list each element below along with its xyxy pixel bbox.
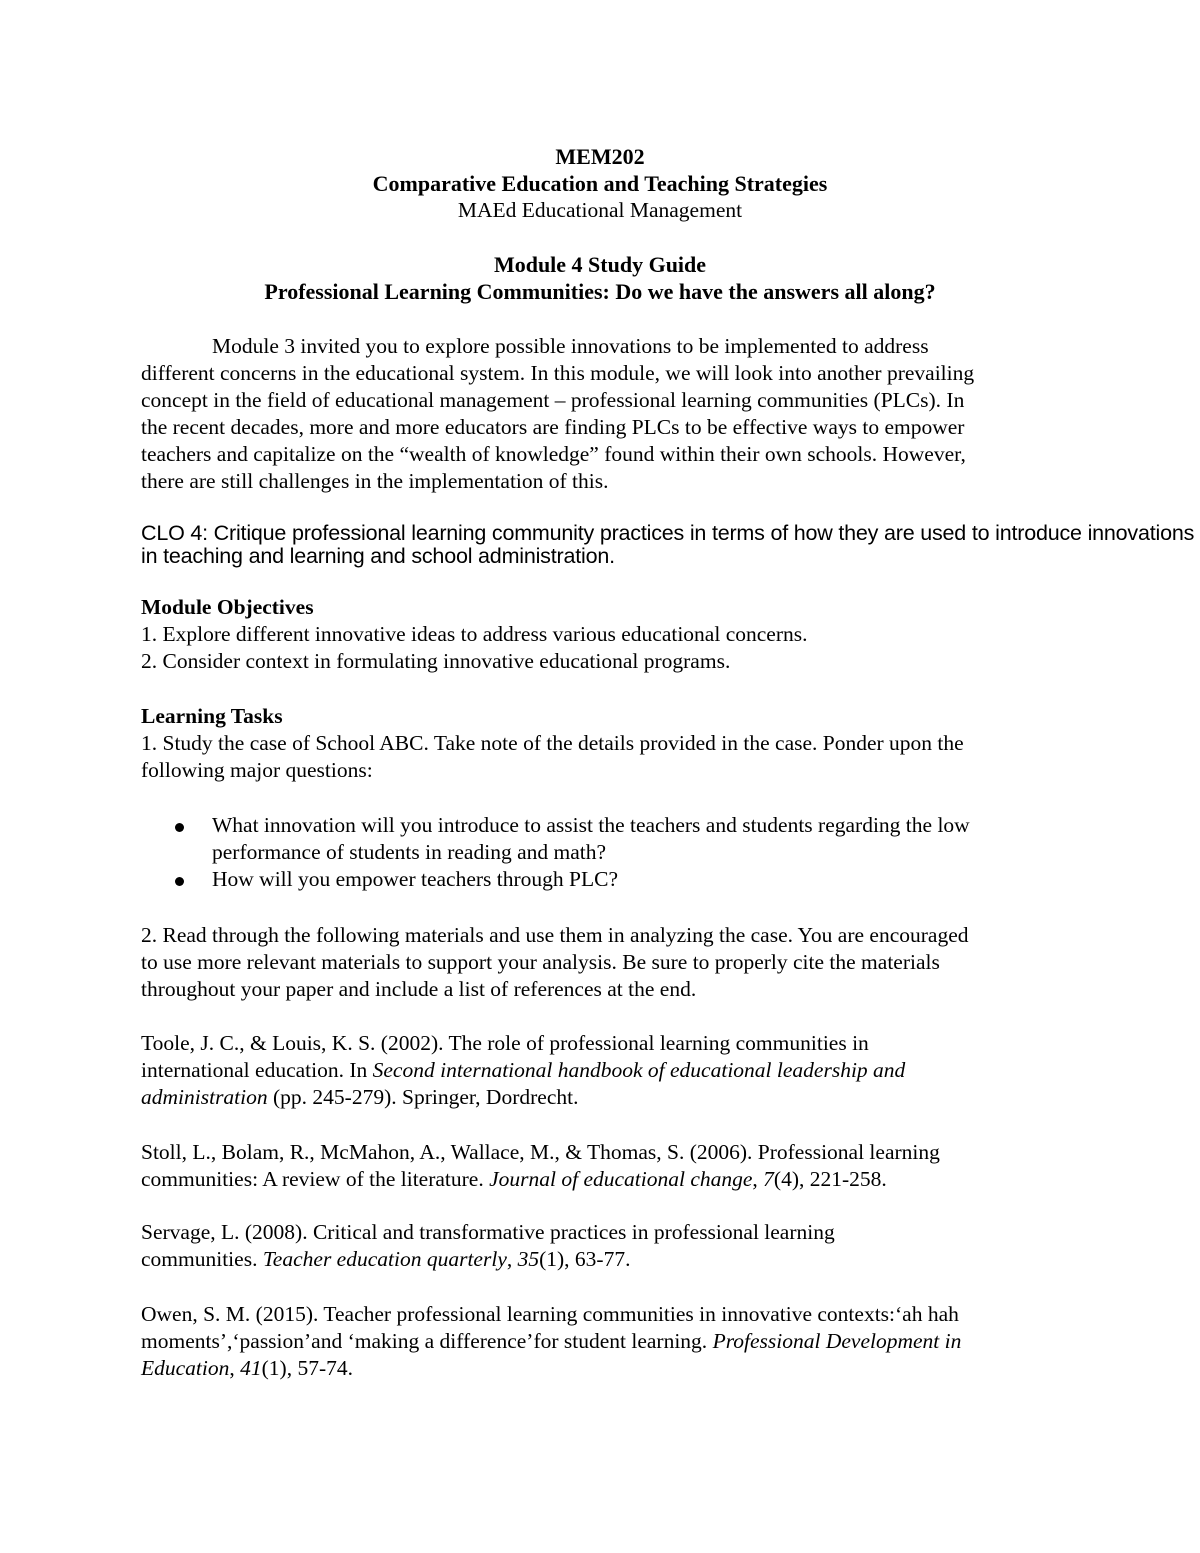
task-line: throughout your paper and include a list of references at the end. bbox=[141, 977, 697, 1001]
intro-line: different concerns in the educational system. In this module, we will look into another prevailing bbox=[141, 361, 975, 385]
reference-volume: 7 bbox=[763, 1167, 774, 1191]
reference-volume: 41 bbox=[240, 1356, 262, 1380]
reference-journal: Professional Development in bbox=[712, 1329, 962, 1353]
reference-line bbox=[141, 1084, 1061, 1111]
task-line: following major questions: bbox=[141, 758, 373, 782]
reference-volume: 35 bbox=[517, 1247, 540, 1271]
objective-item: 1. Explore different innovative ideas to address various educational concerns. bbox=[141, 622, 808, 646]
task-line: 1. Study the case of School ABC. Take note of the details provided in the case. Ponder upon the bbox=[141, 731, 964, 755]
reference-text: (4), 221-258. bbox=[773, 1167, 887, 1191]
reference-line: Owen, S. M. (2015). Teacher professional learning communities in innovative contexts:‘ah hah bbox=[141, 1302, 959, 1326]
bullet-line: What innovation will you introduce to assist the teachers and students regarding the low bbox=[212, 813, 970, 837]
intro-line: Module 3 invited you to explore possible innovations to be implemented to address bbox=[212, 334, 929, 358]
reference-text: (pp. 245-279). Springer, Dordrecht. bbox=[267, 1085, 579, 1109]
reference-text: communities: A review of the literature. bbox=[141, 1167, 490, 1191]
clo-line: in teaching and learning and school administration. bbox=[141, 544, 615, 568]
task2-paragraph bbox=[141, 922, 1061, 1003]
reference-item bbox=[141, 1139, 1061, 1193]
bullet-line: performance of students in reading and math? bbox=[212, 840, 607, 864]
reference-line: Toole, J. C., & Louis, K. S. (2002). The role of professional learning communities in bbox=[141, 1031, 869, 1055]
reference-line: Servage, L. (2008). Critical and transformative practices in professional learning bbox=[141, 1220, 835, 1244]
objectives-section bbox=[141, 594, 1061, 675]
reference-item bbox=[141, 1030, 1061, 1111]
intro-line: the recent decades, more and more educators are finding PLCs to be effective ways to empower bbox=[141, 415, 965, 439]
reference-book-title: Second international handbook of educational leadership and bbox=[372, 1058, 906, 1082]
reference-journal: Teacher education quarterly bbox=[262, 1247, 507, 1271]
reference-journal: Journal of educational change bbox=[489, 1167, 753, 1191]
intro-paragraph bbox=[141, 333, 1061, 495]
reference-text: (1), 57-74. bbox=[261, 1356, 353, 1380]
course-code: MEM202 bbox=[555, 144, 645, 169]
reference-line: Stoll, L., Bolam, R., McMahon, A., Wallace, M., & Thomas, S. (2006). Professional learning bbox=[141, 1140, 940, 1164]
intro-line: teachers and capitalize on the “wealth of knowledge” found within their own schools. However, bbox=[141, 442, 966, 466]
bullet-item bbox=[212, 812, 1072, 866]
reference-text: communities. bbox=[141, 1247, 263, 1271]
reference-line bbox=[141, 1166, 1061, 1193]
reference-line bbox=[141, 1355, 1061, 1382]
reference-line bbox=[141, 1057, 1061, 1084]
task-line: 2. Read through the following materials and use them in analyzing the case. You are encouraged bbox=[141, 923, 969, 947]
tasks-section bbox=[141, 703, 1061, 784]
reference-text: , bbox=[506, 1247, 518, 1271]
module-subtitle: Professional Learning Communities: Do we have the answers all along? bbox=[264, 279, 936, 304]
reference-text: international education. In bbox=[141, 1058, 373, 1082]
reference-text: moments’,‘passion’and ‘making a difference’for student learning. bbox=[141, 1329, 713, 1353]
intro-line: concept in the field of educational management – professional learning communities (PLCs). In bbox=[141, 388, 965, 412]
clo-statement bbox=[141, 521, 1195, 568]
reference-line bbox=[141, 1246, 1061, 1273]
bullet-item bbox=[212, 866, 1072, 893]
reference-text: , bbox=[229, 1356, 241, 1380]
bullet-line: How will you empower teachers through PLC? bbox=[212, 867, 619, 891]
program-name: MAEd Educational Management bbox=[457, 198, 743, 222]
reference-text: , bbox=[752, 1167, 764, 1191]
bullet-icon bbox=[175, 823, 184, 832]
reference-line bbox=[141, 1328, 1061, 1355]
task-line: to use more relevant materials to support your analysis. Be sure to properly cite the materials bbox=[141, 950, 940, 974]
module-title: Module 4 Study Guide bbox=[493, 252, 707, 277]
reference-text: (1), 63-77. bbox=[539, 1247, 631, 1271]
course-title: Comparative Education and Teaching Strategies bbox=[372, 171, 828, 196]
reference-book-title: administration bbox=[141, 1085, 268, 1109]
reference-item bbox=[141, 1219, 1061, 1273]
clo-line: CLO 4: Critique professional learning community practices in terms of how they are used to introduce innovations bbox=[141, 521, 1195, 545]
objectives-heading: Module Objectives bbox=[141, 595, 314, 619]
reference-journal: Education bbox=[141, 1356, 230, 1380]
objective-item: 2. Consider context in formulating innovative educational programs. bbox=[141, 649, 731, 673]
reference-item bbox=[141, 1301, 1061, 1382]
intro-line: there are still challenges in the implementation of this. bbox=[141, 469, 609, 493]
bullet-icon bbox=[175, 877, 184, 886]
tasks-heading: Learning Tasks bbox=[141, 704, 283, 728]
